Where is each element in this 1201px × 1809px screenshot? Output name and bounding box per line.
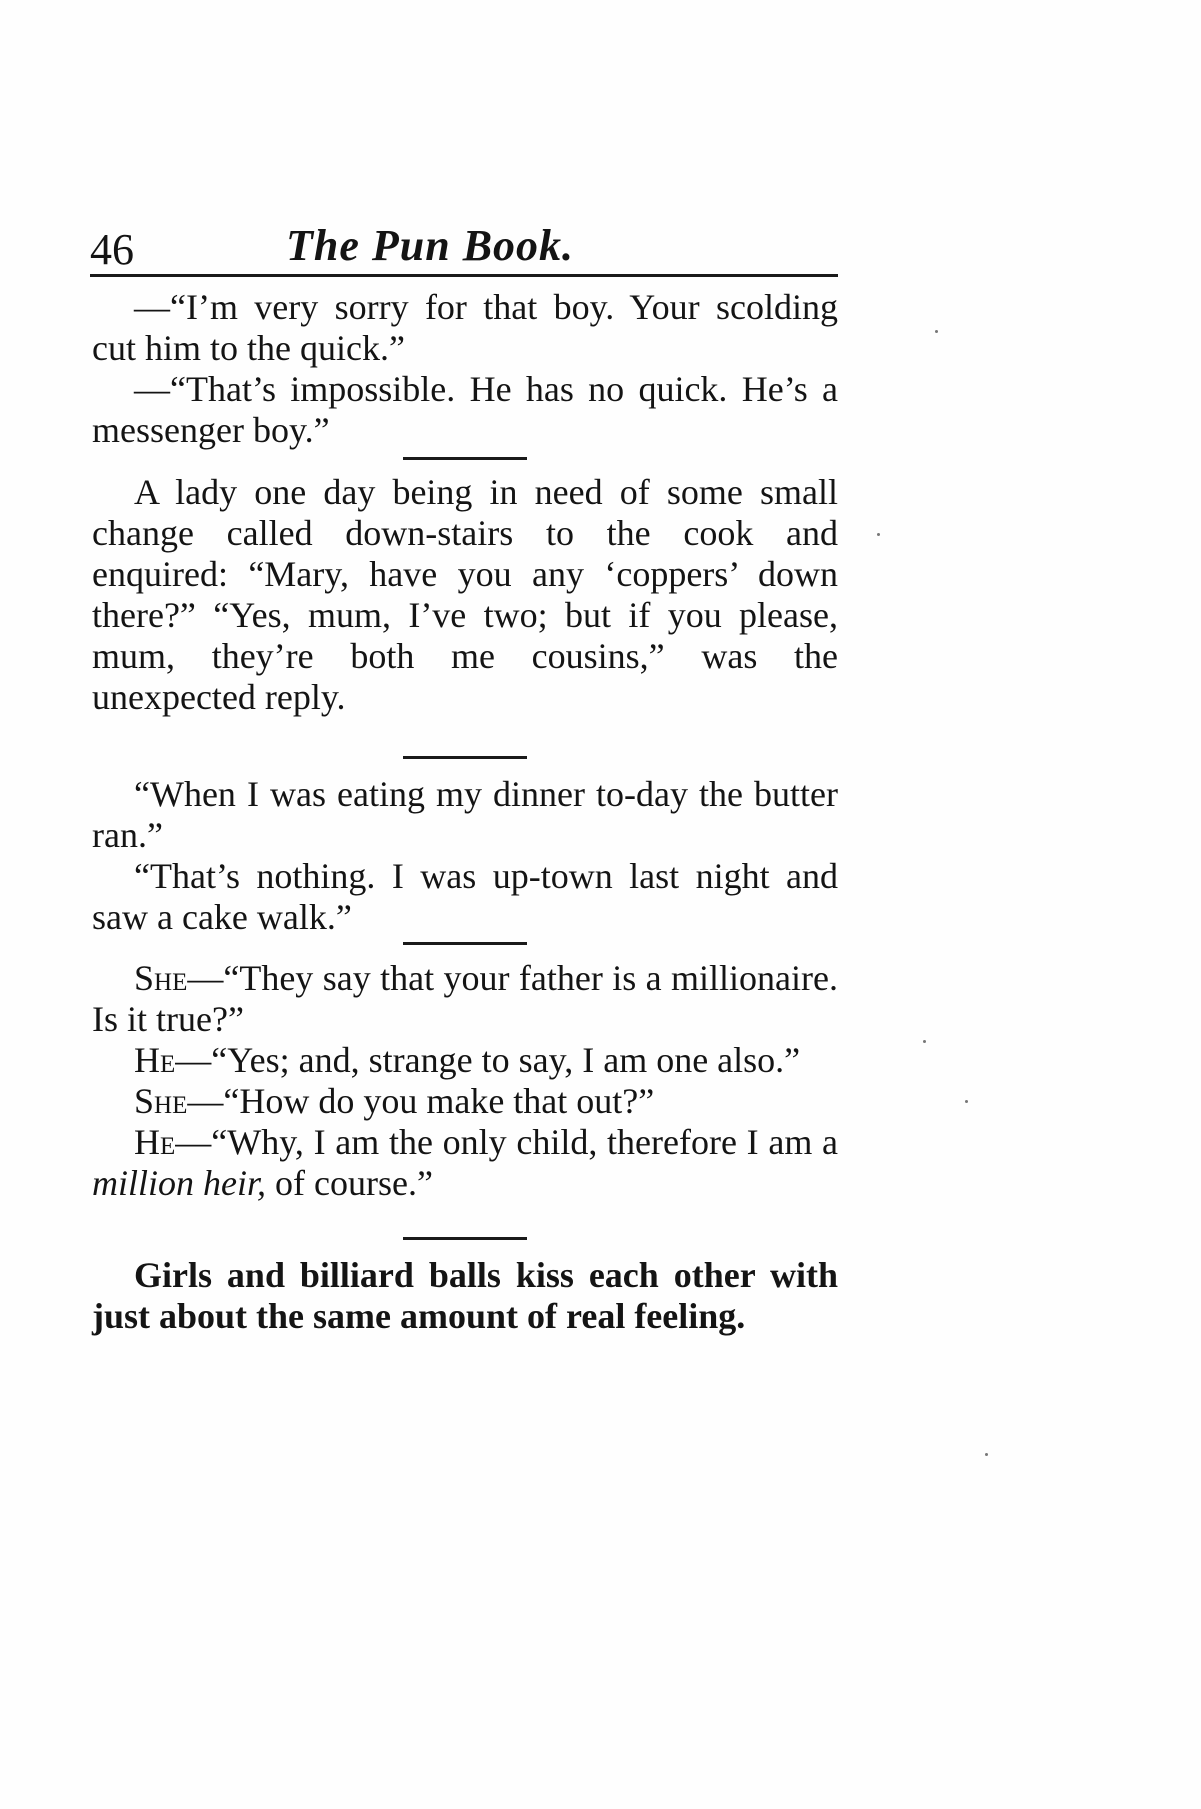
dialogue-text: —“They say that your father is a millionaire. Is it true?” [92, 958, 838, 1039]
speaker-label: She [134, 958, 188, 998]
dialogue-text: —“Yes; and, strange to say, I am one also.” [175, 1040, 801, 1080]
dialogue-line [92, 1040, 838, 1081]
joke-paragraph: Girls and billiard balls kiss each other with just about the same amount of real feeling. [92, 1255, 838, 1336]
joke-paragraph: “When I was eating my dinner to-day the butter ran.” [92, 774, 838, 855]
paper-speck [923, 1040, 926, 1043]
speaker-label: She [134, 1081, 188, 1121]
paper-speck [985, 1453, 988, 1456]
dialogue-text: —“Why, I am the only child, therefore I am a [175, 1122, 838, 1162]
joke-million-heir [92, 958, 838, 1204]
joke-paragraph: A lady one day being in need of some small change called down-stairs to the cook and enquired: “Mary, have you any ‘coppers’ down there?” “Yes, mum, I’ve two; but if you please, mum, they’re both me cousins,” was the unexpected reply. [92, 472, 838, 717]
pun-emphasis: million heir, [92, 1163, 267, 1203]
running-title: The Pun Book. [286, 221, 575, 270]
page-number: 46 [90, 225, 134, 274]
dialogue-line [92, 1081, 838, 1122]
paper-speck [965, 1100, 968, 1103]
dialogue-text: —“How do you make that out?” [187, 1081, 655, 1121]
joke-coppers [92, 472, 838, 718]
joke-billiard-balls [92, 1255, 838, 1337]
joke-paragraph: —“That’s impossible. He has no quick. He’s a messenger boy.” [92, 369, 838, 450]
joke-paragraph: —“I’m very sorry for that boy. Your scolding cut him to the quick.” [92, 287, 838, 368]
paper-speck [877, 533, 880, 536]
paper-speck [935, 330, 938, 333]
dialogue-line [92, 958, 838, 1040]
speaker-label: He [134, 1040, 176, 1080]
page-header [90, 218, 838, 280]
header-rule [90, 274, 838, 277]
separator-rule [403, 756, 527, 759]
dialogue-text: of course.” [266, 1163, 433, 1203]
joke-messenger-boy [92, 287, 838, 451]
joke-paragraph: “That’s nothing. I was up-town last night and saw a cake walk.” [92, 856, 838, 937]
dialogue-line [92, 1122, 838, 1204]
separator-rule [403, 1237, 527, 1240]
speaker-label: He [134, 1122, 176, 1162]
joke-butter-ran [92, 774, 838, 938]
separator-rule [403, 942, 527, 945]
separator-rule [403, 457, 527, 460]
